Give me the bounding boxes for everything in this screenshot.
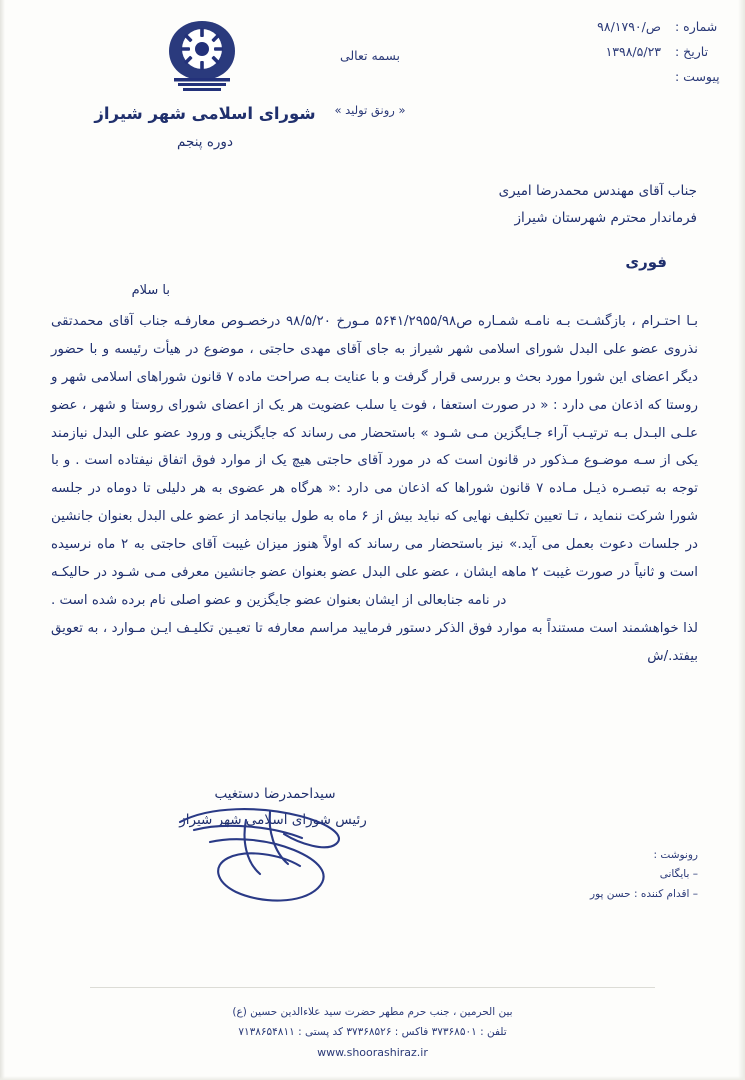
emblem-wrap [160,18,244,96]
footer-block [0,1003,745,1064]
meta-value-number: ۹۸/۱۷۹۰/ص [597,19,661,34]
scan-edge-left [0,0,5,1080]
besmele-text: بسمه تعالی [339,48,401,63]
year-slogan: « رونق تولید » [334,103,406,117]
cc-item: – بایگانی [659,868,698,881]
meta-row-number [501,14,731,39]
cc-title: رونوشت : [653,849,698,861]
footer-divider [90,987,655,988]
addressee-block [0,178,745,232]
organization-term: دوره پنجم [177,134,233,150]
footer-website[interactable]: www.shoorashiraz.ir [317,1046,428,1060]
urgency-stamp: فوری [625,253,667,271]
addressee-line-2: فرماندار محترم شهرستان شیراز [514,210,697,226]
meta-value-attachment [571,64,661,89]
footer-address: بین الحرمین ، جنب حرم مطهر حضرت سید علاءالدین حسین (ع) [232,1006,513,1019]
signatory-role: رئیس شورای اسلامی شهر شیراز [179,812,367,828]
meta-row-attachment [501,64,731,89]
meta-label-date: تاریخ : [675,44,709,59]
organization-title: شورای اسلامی شهر شیراز [94,104,316,123]
body-paragraph-2: لذا خواهشمند است مستنداً به موارد فوق الذکر دستور فرمایید مراسم معارفه تا تعیـین تکلیـف ایـن مـوارد ، به تعویق بیفتد./ش [51,620,698,664]
greeting-line [0,283,745,298]
scan-edge-bottom [0,1076,745,1080]
greeting-text: با سلام [131,283,170,298]
meta-row-date [501,39,731,64]
shiraz-city-council-emblem-icon [161,18,243,96]
letter-meta-block [501,14,731,89]
meta-label-number: شماره : [675,19,718,34]
letter-body [51,308,698,670]
scan-edge-right [738,0,745,1080]
cc-item: – اقدام کننده : حسن پور [590,887,698,900]
body-paragraph-1: بـا احتـرام ، بازگشـت بـه نامـه شمـاره ص۵۶۴۱/۲۹۵۵/۹۸ مـورخ ۹۸/۵/۲۰ درخصـوص معارفـه جناب آقای محمدتقی نذروی عضو علی البدل شورای اسلامی شهر شیراز به جای آقای مهدی حاجتی ، موضوع در هیأت رئیسه و با حضور دیگر اعضای این شورا مورد بحث و بررسی قرار گرفت و با عنایت بـه صراحت ماده ۷ قانون شوراهای اسلامی شهر و روستا که اذعان می دارد : « در صورت استعفا ، فوت یا سلب عضویت هر یک از اعضای شورای روستا و شهر ، عضو علـی البـدل بـه ترتیـب آراء جـایگزین مـی شـود » باستحضار می رساند که جایگزینی و ورود عضو علی البدل نیازمند یکی از سـه موضـوع مـذکور در قانون است که در مورد آقای حاجتی هیچ یک از موارد فوق اتفاق نیفتاده است . و با توجه به تبصـره ذیـل مـاده ۷ قانون شوراها که اذعان می دارد :« هرگاه هر عضوی به هر دلیلی تا دوماه در جلسه شورا شرکت ننماید ، تـا تعیین تکلیف نهایی که نباید بیش از ۶ ماه به طول بیانجامد از عضو علی البدل بعنوان جانشین در جلسات دعوت بعمل می آید.» نیز باستحضار می رساند که اولاً هنوز میزان غیبت آقای حاجتی به ۲ ماه نرسیده است و ثانیاً در صورت غیبت ۲ ماهه ایشان ، عضو علی البدل عضو بعنوان عضو جانشین معرفی مـی شـود در حالیکـه در نامه جنابعالی از ایشان بعنوان عضو جایگزین و عضو اصلی نام برده شده است . [51,314,699,608]
meta-value-date: ۱۳۹۸/۵/۲۳ [605,44,661,59]
signatory-name: سیداحمدرضا دستغیب [214,786,336,802]
meta-label-attachment: پیوست : [675,69,720,84]
footer-contact: تلفن : ۳۷۳۶۸۵۰۱ فاکس : ۳۷۳۶۸۵۲۶ کد پستی : ۷۱۳۸۶۵۴۸۱۱ [238,1026,507,1039]
addressee-line-1: جناب آقای مهندس محمدرضا امیری [498,183,697,199]
